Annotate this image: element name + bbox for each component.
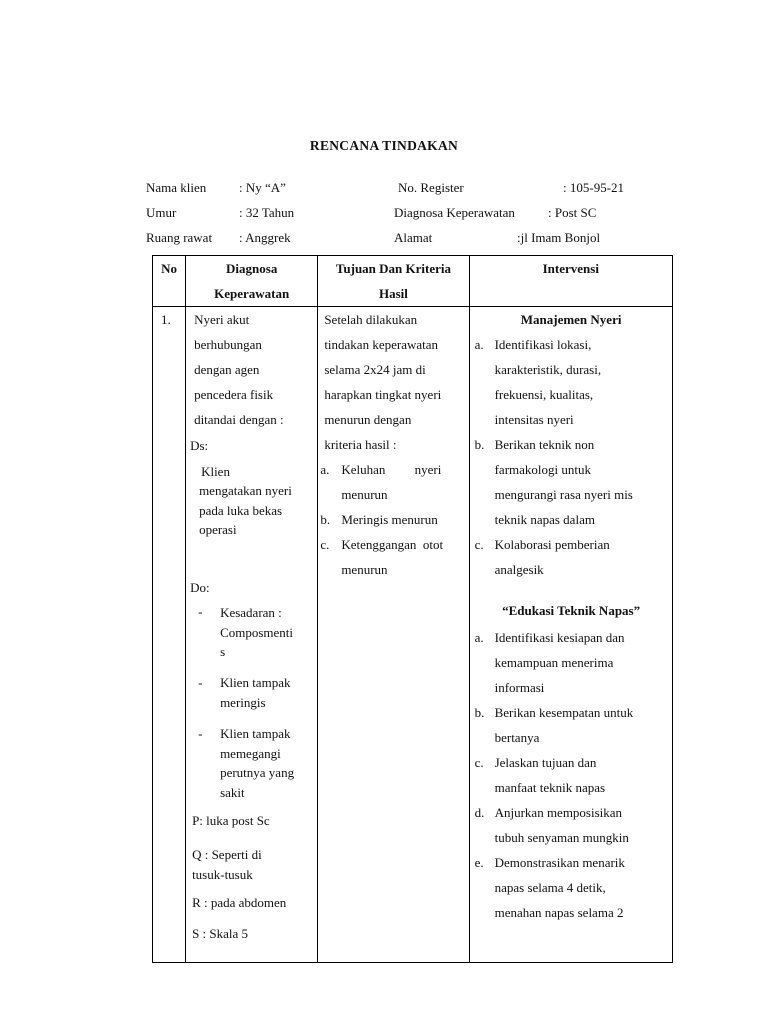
register-label: No. Register [398, 180, 464, 195]
table-header-row [153, 256, 673, 307]
header-no: No [153, 256, 186, 307]
umur-label: Umur [146, 205, 177, 220]
nama-value: : Ny “A” [239, 180, 286, 195]
diagnosa-label: Diagnosa Keperawatan [394, 205, 515, 220]
alamat-label: Alamat [394, 230, 433, 245]
table-row [153, 307, 673, 963]
document-title: RENCANA TINDAKAN [309, 138, 459, 153]
umur-value: : 32 Tahun [239, 205, 295, 220]
register-value: : 105-95-21 [563, 180, 625, 195]
diagnosa-value: : Post SC [548, 205, 597, 220]
alamat-value: :jl Imam Bonjol [517, 230, 601, 245]
care-plan-table [152, 255, 673, 963]
ruang-value: : Anggrek [239, 230, 291, 245]
cell-intervensi: Manajemen Nyeri a. Identifikasi lokasi, karakteristik, durasi, frekuensi, kualitas, intensitas nyeri b. Berikan teknik non farmakologi untuk mengurangi rasa nyeri mis teknik napas dalam c. Kolaborasi pemberian analgesik “Edukasi Teknik Napas” a. Identifikasi kesiapan dan kemampuan menerima informasi b. Berikan kesempatan untuk bertanya c. Jelaskan tujuan dan manfaat teknik napas d. Anjurkan memposisikan tubuh senyaman mungkin e. Demonstrasikan menarik napas selama 4 detik, menahan napas selama 2 [469, 307, 672, 963]
nama-label: Nama klien [146, 180, 207, 195]
header-tujuan: Tujuan Dan Kriteria Hasil [318, 256, 469, 307]
cell-diagnosa: Nyeri akut berhubungan dengan agen pencedera fisik ditandai dengan : Ds: Klien mengatakan nyeri pada luka bekas operasi Do: - Kesadaran : Composmenti s - Klien tampak meringis - Klien tampak memegangi perutnya yang sakit P: luka post Sc Q : Seperti di tusuk-tusuk R : pada abdomen S : Skala 5 [186, 307, 318, 963]
section-manajemen-nyeri: Manajemen Nyeri [520, 312, 622, 327]
cell-no: 1. [153, 307, 186, 963]
section-edukasi-napas: “Edukasi Teknik Napas” [502, 603, 641, 618]
ruang-label: Ruang rawat [146, 230, 213, 245]
header-intervensi: Intervensi [469, 256, 672, 307]
header-diagnosa: Diagnosa Keperawatan [186, 256, 318, 307]
cell-tujuan: Setelah dilakukan tindakan keperawatan selama 2x24 jam di harapkan tingkat nyeri menurun dengan kriteria hasil : a. Keluhan nyeri menurun b. Meringis menurun c. Ketenggangan otot menurun [318, 307, 469, 963]
